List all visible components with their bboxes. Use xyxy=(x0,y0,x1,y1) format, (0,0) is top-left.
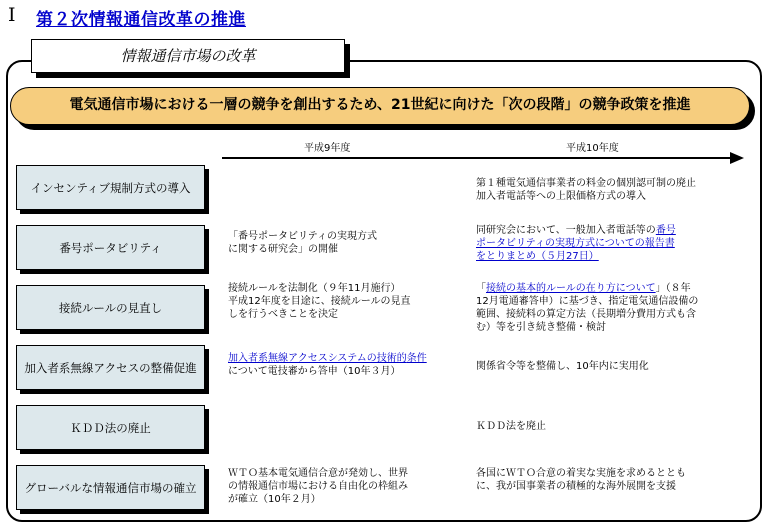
report-link[interactable]: 接続の基本的ルールの在り方について xyxy=(486,283,656,294)
h9-description xyxy=(228,230,377,256)
text-segment: 第１種電気通信事業者の料金の個別認可制の廃止 xyxy=(476,178,696,189)
category-box: ＫＤＤ法の廃止 xyxy=(16,405,205,450)
h10-description xyxy=(476,360,649,373)
text-segment: 加入者電話等への上限価格方式の導入 xyxy=(476,191,646,202)
text-segment: 平成12年度を目途に、接続ルールの見直 xyxy=(228,296,411,307)
text-segment: む）等を引き続き整備・検討 xyxy=(476,322,606,333)
category-box: 加入者系無線アクセスの整備促進 xyxy=(16,345,205,390)
page-heading-link[interactable]: 第２次情報通信改革の推進 xyxy=(36,10,246,30)
section-number: Ⅰ xyxy=(8,4,16,26)
timeline-arrow-icon xyxy=(222,152,744,164)
report-link[interactable]: をとりまとめ（５月27日） xyxy=(476,251,599,262)
h10-description xyxy=(476,224,676,263)
h9-description xyxy=(228,352,427,378)
text-segment: 「 xyxy=(476,283,486,294)
text-segment: 接続ルールを法制化（９年11月施行） xyxy=(228,283,401,294)
h10-description xyxy=(476,467,686,493)
section-tab: 情報通信市場の改革 xyxy=(31,39,345,73)
report-link[interactable]: ポータビリティの実現方式についての報告書 xyxy=(476,238,675,249)
report-link[interactable]: 加入者系無線アクセスシステムの技術的 xyxy=(228,353,407,364)
report-link[interactable]: 条件 xyxy=(406,353,427,364)
h10-description xyxy=(476,420,546,433)
policy-banner: 電気通信市場における一層の競争を創出するため、21世紀に向けた「次の段階」の競争政策を推進 xyxy=(10,87,750,125)
text-segment: しを行うべきことを決定 xyxy=(228,309,338,320)
category-box: インセンティブ規制方式の導入 xyxy=(16,165,205,210)
h10-description xyxy=(476,282,698,334)
text-segment: ＷＴＯ基本電気通信合意が発効し、世界 xyxy=(228,468,408,479)
timeline-year-h10: 平成10年度 xyxy=(566,143,619,154)
category-box: 接続ルールの見直し xyxy=(16,285,205,330)
text-segment: 各国にＷＴＯ合意の着実な実施を求めるととも xyxy=(476,468,686,479)
h9-description xyxy=(228,467,408,506)
text-segment: の情報通信市場における自由化の枠組み xyxy=(228,481,408,492)
text-segment: に、我が国事業者の積極的な海外展開を支援 xyxy=(476,481,676,492)
h9-description xyxy=(228,282,411,321)
h10-description xyxy=(476,177,696,203)
text-segment: 同研究会において、一般加入者電話等の xyxy=(476,225,656,236)
timeline-year-h9: 平成9年度 xyxy=(304,143,351,154)
text-segment: 範囲、接続料の算定方法（長期増分費用方式も含 xyxy=(476,309,696,320)
text-segment: 「番号ポータビリティの実現方式 xyxy=(228,231,377,242)
text-segment: ＫＤＤ法を廃止 xyxy=(476,421,546,432)
text-segment: が確立（10年２月） xyxy=(228,494,321,505)
category-box: グローバルな情報通信市場の確立 xyxy=(16,465,205,510)
text-segment: 12月電通審答申）に基づき、指定電気通信設備の xyxy=(476,296,699,307)
category-box: 番号ポータビリティ xyxy=(16,225,205,270)
report-link[interactable]: 番号 xyxy=(655,225,676,236)
text-segment: に関する研究会」の開催 xyxy=(228,244,338,255)
text-segment: 」（８年 xyxy=(655,283,691,294)
text-segment: 関係省令等を整備し、10年内に実用化 xyxy=(476,361,649,372)
text-segment: について電技審から答申（10年３月） xyxy=(228,366,401,377)
